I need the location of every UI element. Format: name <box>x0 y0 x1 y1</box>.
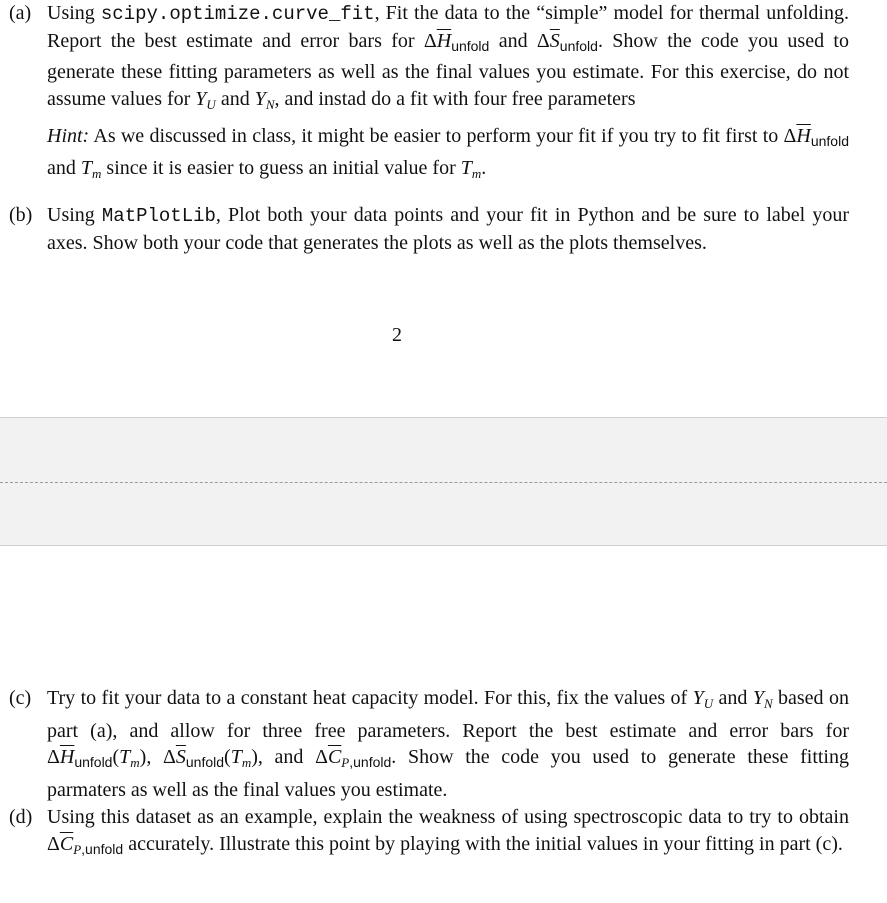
question-text: Using this dataset as an example, explain the weakness of using spectroscopic data to try to obtain $\Delta\overline{C}_{P,unfold}$ accurately. Illustrate this point by playing with the initial values in your fitting in part (c). <box>47 806 849 857</box>
symbol-C: $\overline{C}$ <box>327 746 342 768</box>
question-text: Using MatPlotLib, Plot both your data points and your fit in Python and be sure to label your axes. Show both your code that generates the plots as well as the plots themselves. <box>47 204 849 254</box>
question-label: (a) <box>9 2 32 24</box>
question-c <box>0 685 887 803</box>
symbol-C: $\overline{C}$ <box>59 832 74 855</box>
symbol-H: $\overline{H}$ <box>796 125 811 147</box>
question-b <box>0 202 887 256</box>
question-label: (c) <box>9 687 32 709</box>
question-text: Using scipy.optimize.curve_fit, Fit the data to the “simple” model for thermal unfolding. Report the best estimate and error bars for $\Delta\overline{H}_{unfold}$ and $\Delta\overline{S}_{unfold}$. Show the code you used to generate these fitting parameters as well as the final values you estimate. For this exercise, do not assume values for $Y_U$ and $Y_N$, and instad do a fit with four free parameters <box>47 2 849 112</box>
inline-code: scipy.optimize.curve_fit <box>100 3 375 25</box>
symbol-H: $\overline{H}$ <box>59 746 75 768</box>
page-break-gap-top <box>0 417 887 483</box>
question-a <box>0 0 887 187</box>
symbol-Y: Y <box>752 687 764 709</box>
symbol-Y: Y <box>195 87 207 110</box>
symbol-Y: Y <box>692 687 704 709</box>
symbol-S: $\overline{S}$ <box>549 29 560 52</box>
symbol-T: T <box>460 156 472 179</box>
question-text: Try to fit your data to a constant heat capacity model. For this, fix the values of $Y_U$ and $Y_N$ based on part (a), and allow for three free parameters. Report the best estimate and error bars for $\Delta\overline{H}_{unfold}(T_m)$, $\Delta\overline{S}_{unfold}(T_m)$, and $\Delta\overline{C}_{P,unfold}$. Show the code you used to generate these fitting parmaters as well as the final values you estimate. <box>47 687 849 801</box>
question-label: (d) <box>9 806 33 828</box>
hint-label: Hint: <box>47 125 90 147</box>
inline-code: MatPlotLib <box>101 205 216 227</box>
page-break-gap-bottom <box>0 483 887 546</box>
question-d <box>0 804 887 863</box>
symbol-S: $\overline{S}$ <box>175 746 186 768</box>
symbol-H: $\overline{H}$ <box>436 29 452 52</box>
hint-text: Hint: As we discussed in class, it might be easier to perform your fit if you try to fit first to $\Delta\overline{H}_{unfold}$ and $T_m$ since it is easier to guess an initial value for $T_m$. <box>47 125 849 181</box>
symbol-T: T <box>230 746 242 768</box>
symbol-T: T <box>119 746 131 768</box>
question-label: (b) <box>9 204 33 226</box>
page-number: 2 <box>392 324 402 346</box>
symbol-T: T <box>80 156 93 179</box>
symbol-Y: Y <box>254 87 266 110</box>
